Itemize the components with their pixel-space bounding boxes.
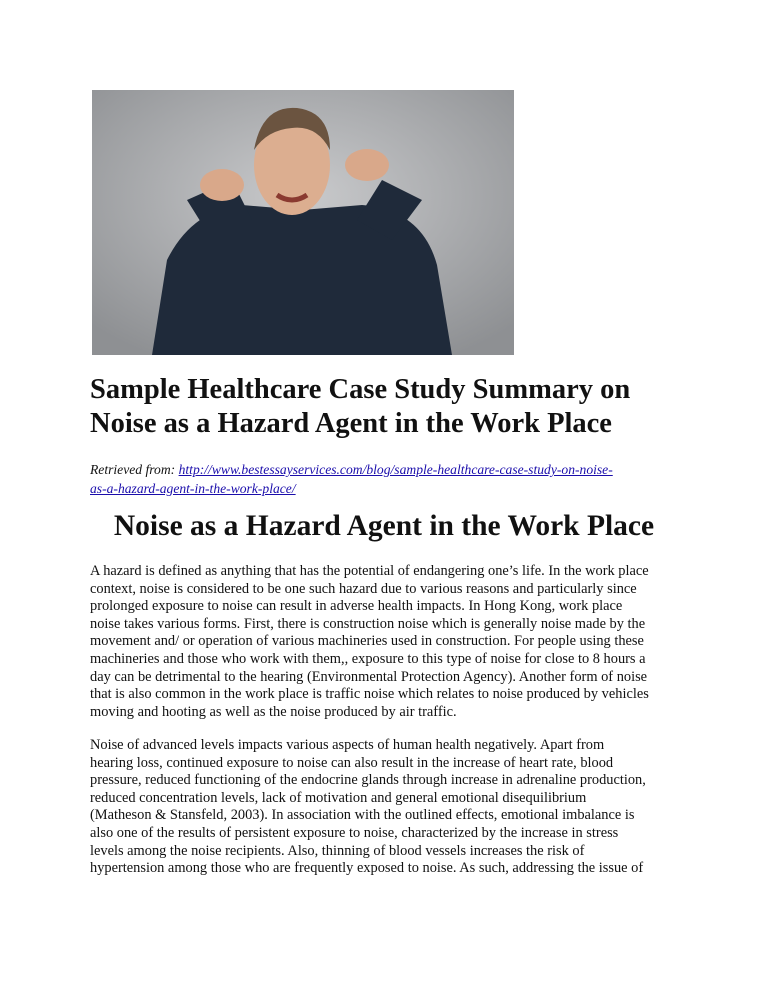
source-link[interactable]: http://www.bestessayservices.com/blog/sample-healthcare-case-study-on-noise- as-a-hazard-agent-in-the-work-place/	[90, 462, 613, 496]
man-covering-ears-photo	[92, 90, 514, 355]
title-line: Noise as a Hazard Agent in the Work Place	[90, 408, 612, 439]
paragraph-2: Noise of advanced levels impacts various aspects of human health negatively. Apart from hearing loss, continued exposure to noise can also result in the increase of heart rate, blood pressure, reduced functioning of the endocrine glands through increase in adrenaline production, reduced concentration levels, lack of motivation and general emotional disequilibrium (Matheson & Stansfeld, 2003). In association with the outlined effects, emotional imbalance is also one of the results of persistent exposure to noise, characterized by the increase in stress levels among the noise recipients. Also, thinning of blood vessels increases the risk of hypertension among those who are frequently exposed to noise. As such, addressing the issue of	[90, 737, 646, 877]
retrieved-label: Retrieved from:	[90, 462, 176, 477]
title-line: Sample Healthcare Case Study Summary on	[90, 374, 631, 405]
section-heading: Noise as a Hazard Agent in the Work Place	[113, 510, 655, 542]
paragraph-1: A hazard is defined as anything that has the potential of endangering one’s life. In the work place context, noise is considered to be one such hazard due to various reasons and particularly since prolonged exposure to noise can result in adverse health impacts. In Hong Kong, work place noise takes various forms. First, there is construction noise which is generally noise made by the movement and/ or operation of various machineries used in construction. For people using these machineries and those who work with them,, exposure to this type of noise for close to 8 hours a day can be detrimental to the hearing (Environmental Protection Agency). Another form of noise that is also common in the work place is traffic noise which relates to noise produced by vehicles moving and hooting as well as the noise produced by air traffic.	[90, 563, 649, 720]
document-title	[90, 373, 630, 441]
retrieved-from	[90, 460, 613, 498]
